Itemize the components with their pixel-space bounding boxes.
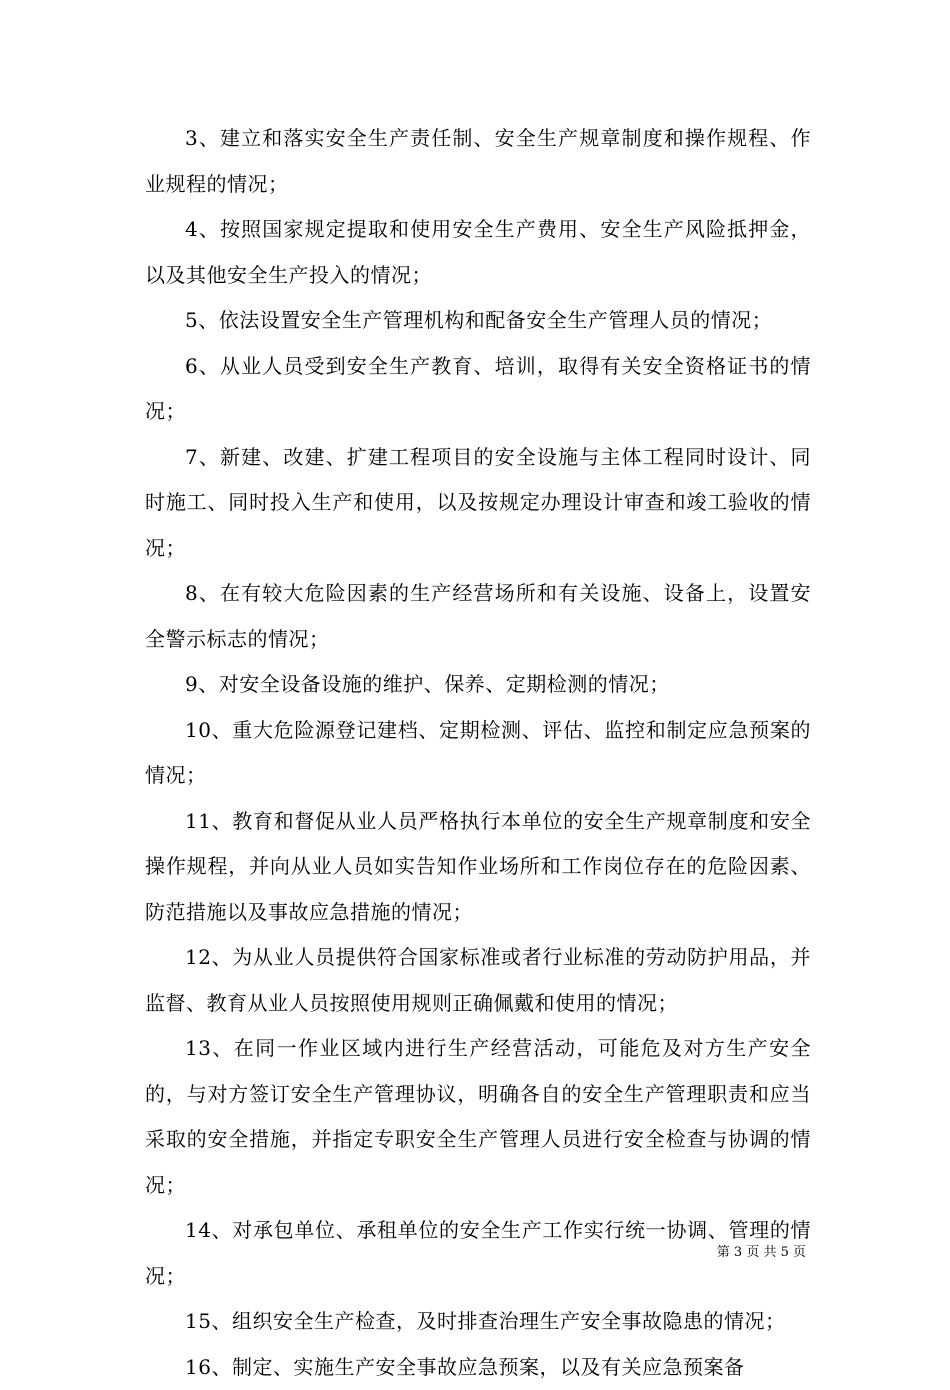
paragraph-item-6: 6、从业人员受到安全生产教育、培训，取得有关安全资格证书的情况； <box>145 344 811 435</box>
paragraph-item-7: 7、新建、改建、扩建工程项目的安全设施与主体工程同时设计、同时施工、同时投入生产和使用，以及按规定办理设计审查和竣工验收的情况； <box>145 435 811 572</box>
paragraph-item-13: 13、在同一作业区域内进行生产经营活动，可能危及对方生产安全的，与对方签订安全生产管理协议，明确各自的安全生产管理职责和应当采取的安全措施，并指定专职安全生产管理人员进行安全检查与协调的情况； <box>145 1026 811 1208</box>
document-body <box>145 116 811 1390</box>
paragraph-item-14: 14、对承包单位、承租单位的安全生产工作实行统一协调、管理的情况； <box>145 1208 811 1299</box>
paragraph-item-3: 3、建立和落实安全生产责任制、安全生产规章制度和操作规程、作业规程的情况； <box>145 116 811 207</box>
paragraph-item-8: 8、在有较大危险因素的生产经营场所和有关设施、设备上，设置安全警示标志的情况； <box>145 571 811 662</box>
paragraph-item-5: 5、依法设置安全生产管理机构和配备安全生产管理人员的情况； <box>145 298 811 344</box>
paragraph-item-4: 4、按照国家规定提取和使用安全生产费用、安全生产风险抵押金，以及其他安全生产投入的情况； <box>145 207 811 298</box>
paragraph-item-11: 11、教育和督促从业人员严格执行本单位的安全生产规章制度和安全操作规程，并向从业人员如实告知作业场所和工作岗位存在的危险因素、防范措施以及事故应急措施的情况； <box>145 799 811 936</box>
paragraph-item-15: 15、组织安全生产检查，及时排查治理生产安全事故隐患的情况； <box>145 1299 811 1345</box>
paragraph-item-16: 16、制定、实施生产安全事故应急预案，以及有关应急预案备 <box>145 1345 811 1390</box>
paragraph-item-9: 9、对安全设备设施的维护、保养、定期检测的情况； <box>145 662 811 708</box>
paragraph-item-10: 10、重大危险源登记建档、定期检测、评估、监控和制定应急预案的情况； <box>145 708 811 799</box>
paragraph-item-12: 12、为从业人员提供符合国家标准或者行业标准的劳动防护用品，并监督、教育从业人员按照使用规则正确佩戴和使用的情况； <box>145 935 811 1026</box>
page-number-footer: 第 3 页 共 5 页 <box>717 1245 806 1261</box>
